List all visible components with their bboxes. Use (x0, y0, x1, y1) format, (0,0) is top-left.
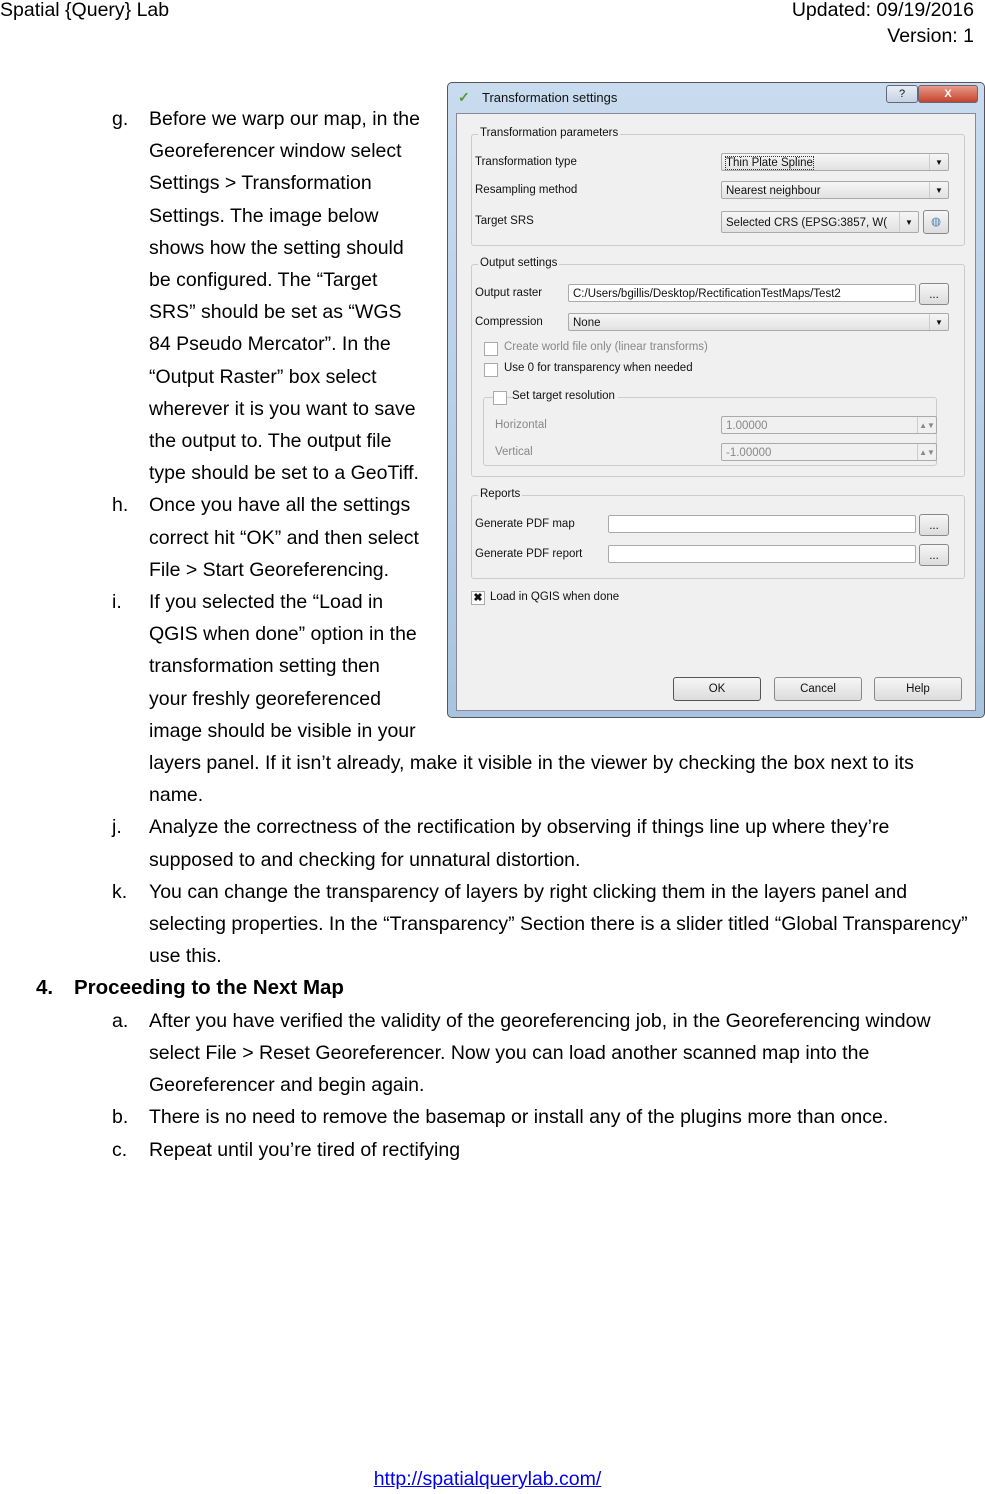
list-text: Before we warp our map, in the Georeferencer window select Settings > Transformation Settings. The image below shows how the setting should be configured. The “Target SRS” should be set as “WGS 84 Pseudo Mercator”. In the “Output Raster” box select wherever it is you want to save the output to. The output file type should be set to a GeoTiff. (149, 108, 420, 485)
checkbox-label: Use 0 for transparency when needed (504, 362, 693, 374)
output-raster-input[interactable]: C:/Users/bgillis/Desktop/RectificationTestMaps/Test2 (568, 284, 916, 302)
list-text: Once you have all the settings correct hit “OK” and then select File > Start Georeferencing. (149, 494, 419, 581)
section-title: Proceeding to the Next Map (74, 976, 344, 1000)
load-in-qgis-checkbox[interactable] (471, 591, 485, 605)
group-label: Reports (480, 488, 521, 500)
website-link[interactable]: http://spatialquerylab.com/ (373, 1468, 602, 1490)
list-marker: j. (112, 816, 122, 839)
section-number: 4. (36, 976, 54, 1000)
browse-pdf-map-button[interactable]: ... (919, 514, 949, 536)
use-zero-transparency-checkbox[interactable] (484, 363, 498, 377)
list-marker: c. (112, 1138, 128, 1161)
select-value: Thin Plate Spline (726, 157, 813, 169)
label: Generate PDF map (475, 518, 575, 530)
select-value: None (573, 317, 601, 329)
transformation-type-select[interactable] (721, 153, 949, 171)
transformation-settings-dialog (447, 82, 985, 718)
spin-value: 1.00000 (726, 420, 768, 432)
cancel-button[interactable]: Cancel (774, 677, 862, 701)
list-marker: a. (112, 1009, 129, 1032)
chevron-down-icon: ▼ (929, 182, 948, 198)
list-marker: b. (112, 1106, 129, 1129)
checkbox-label: Set target resolution (512, 390, 618, 402)
chevron-down-icon: ▼ (899, 212, 918, 232)
label: Transformation type (475, 156, 577, 168)
label: Generate PDF report (475, 548, 583, 560)
footer (0, 1468, 975, 1491)
checkbox-label: Create world file only (linear transforms) (504, 341, 708, 353)
list-item (0, 811, 972, 875)
list-marker: k. (112, 880, 128, 903)
label: Compression (475, 316, 543, 328)
world-file-checkbox[interactable] (484, 342, 498, 356)
list-marker: h. (112, 494, 129, 517)
checkbox-label: Load in QGIS when done (490, 591, 620, 603)
vertical-resolution-spinbox[interactable] (721, 443, 937, 461)
pdf-map-input[interactable] (608, 515, 916, 533)
list-marker: i. (112, 591, 122, 614)
list-text: If you selected the “Load in QGIS when done” option in the transformation setting then your freshly georeferenced image should be visible in your layers panel. If it isn’t already, make it visible in the viewer by checking the box next to its name. (149, 591, 914, 807)
label: Horizontal (495, 419, 547, 431)
chevron-down-icon: ▼ (929, 154, 948, 170)
set-target-resolution-checkbox[interactable] (493, 391, 507, 405)
horizontal-resolution-spinbox[interactable] (721, 416, 937, 434)
dialog-panel (456, 113, 976, 711)
target-srs-select[interactable] (721, 211, 919, 233)
dialog-title: Transformation settings (482, 90, 618, 105)
spin-arrows-icon: ▲▼ (917, 444, 936, 460)
pdf-report-input[interactable] (608, 545, 916, 563)
checkmark-x-icon: ✖ (473, 592, 483, 604)
browse-output-button[interactable]: ... (919, 283, 949, 305)
label: Output raster (475, 287, 543, 299)
globe-icon: ◍ (930, 216, 942, 228)
select-crs-button[interactable] (923, 210, 949, 234)
ok-button[interactable]: OK (673, 677, 761, 701)
group-label: Output settings (480, 257, 558, 269)
reports-group (471, 488, 965, 579)
label: Resampling method (475, 184, 578, 196)
list-marker: g. (112, 108, 129, 130)
list-item (0, 1005, 972, 1102)
list-text: There is no need to remove the basemap or install any of the plugins more than once. (149, 1106, 889, 1129)
list-item (0, 1101, 972, 1133)
label: Target SRS (475, 215, 534, 227)
version: Version: 1 (887, 25, 974, 47)
section-heading (0, 972, 972, 1004)
qgis-icon: ✓ (458, 89, 470, 105)
spin-value: -1.00000 (726, 447, 772, 459)
select-value: Selected CRS (EPSG:3857, W( (726, 217, 888, 229)
header-meta (792, 0, 974, 49)
list-text: After you have verified the validity of the georeferencing job, in the Georeferencing window select File > Reset Georeferencer. Now you can load another scanned map into the Georeferencer and begin again. (149, 1009, 931, 1097)
list-item (0, 1134, 972, 1166)
list-item (0, 876, 972, 973)
list-text: You can change the transparency of layers by right clicking them in the layers panel and selecting properties. In the “Transparency” Section there is a slider titled “Global Transparency” use this. (149, 880, 968, 968)
group-label: Transformation parameters (480, 127, 619, 139)
chevron-down-icon: ▼ (929, 314, 948, 330)
browse-pdf-report-button[interactable]: ... (919, 544, 949, 566)
resampling-method-select[interactable] (721, 181, 949, 199)
lab-name: Spatial {Query} Lab (0, 0, 170, 21)
compression-select[interactable] (568, 313, 949, 331)
close-button[interactable]: X (918, 85, 978, 103)
spin-arrows-icon: ▲▼ (917, 417, 936, 433)
select-value: Nearest neighbour (726, 185, 821, 197)
list-text: Analyze the correctness of the rectification by observing if things line up where they’re supposed to and checking for unnatural distortion. (149, 816, 890, 871)
help-button[interactable]: Help (874, 677, 962, 701)
updated-date: Updated: 09/19/2016 (791, 0, 974, 21)
list-text: Repeat until you’re tired of rectifying (149, 1138, 461, 1161)
label: Vertical (495, 446, 533, 458)
help-title-button[interactable]: ? (886, 85, 918, 103)
